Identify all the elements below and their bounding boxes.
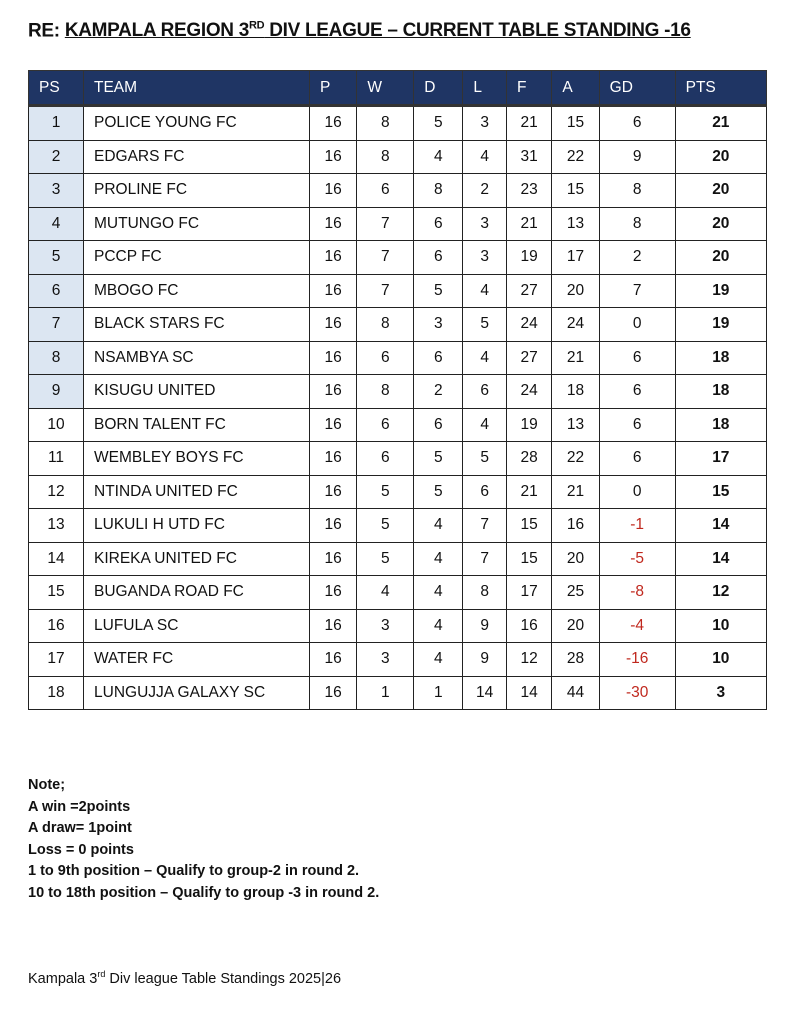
cell-lost: 4 (463, 408, 507, 442)
footer-a: Kampala 3 (28, 970, 98, 987)
cell-gd: -4 (599, 609, 675, 643)
cell-played: 16 (310, 106, 357, 141)
cell-played: 16 (310, 341, 357, 375)
cell-pts: 19 (675, 274, 766, 308)
cell-pts: 12 (675, 576, 766, 610)
cell-drawn: 6 (414, 207, 463, 241)
cell-played: 16 (310, 576, 357, 610)
cell-team: KISUGU UNITED (84, 375, 310, 409)
cell-team: PROLINE FC (84, 174, 310, 208)
cell-drawn: 5 (414, 106, 463, 141)
cell-drawn: 4 (414, 509, 463, 543)
cell-gd: 7 (599, 274, 675, 308)
cell-team: BORN TALENT FC (84, 408, 310, 442)
cell-team: LUNGUJJA GALAXY SC (84, 676, 310, 710)
cell-lost: 6 (463, 375, 507, 409)
cell-ps: 2 (29, 140, 84, 174)
cell-won: 8 (357, 106, 414, 141)
cell-team: LUKULI H UTD FC (84, 509, 310, 543)
note-line: 1 to 9th position – Qualify to group-2 in round 2. (28, 863, 360, 879)
cell-won: 3 (357, 609, 414, 643)
note-line: A win =2points (28, 798, 131, 815)
cell-ps: 8 (29, 341, 84, 375)
cell-ps: 4 (29, 207, 84, 241)
cell-pts: 10 (675, 609, 766, 643)
cell-lost: 14 (463, 676, 507, 710)
table-row (29, 408, 767, 442)
cell-team: NSAMBYA SC (84, 341, 310, 375)
cell-against: 44 (552, 676, 599, 710)
cell-against: 25 (552, 576, 599, 610)
cell-lost: 4 (463, 274, 507, 308)
cell-played: 16 (310, 375, 357, 409)
title-rest: DIV LEAGUE – CURRENT TABLE STANDING -16 (264, 20, 691, 42)
cell-team: BUGANDA ROAD FC (84, 576, 310, 610)
cell-gd: -16 (599, 643, 675, 677)
cell-won: 4 (357, 576, 414, 610)
cell-ps: 10 (29, 408, 84, 442)
header-p: P (310, 71, 357, 106)
title-prefix: RE: (28, 20, 65, 42)
footer-sup: rd (97, 969, 106, 979)
cell-team: PCCP FC (84, 241, 310, 275)
cell-ps: 11 (29, 442, 84, 476)
cell-gd: 8 (599, 207, 675, 241)
cell-played: 16 (310, 542, 357, 576)
table-row (29, 106, 767, 141)
cell-against: 20 (552, 542, 599, 576)
header-l: L (463, 71, 507, 106)
cell-for: 17 (506, 576, 551, 610)
cell-lost: 3 (463, 207, 507, 241)
cell-pts: 20 (675, 207, 766, 241)
cell-drawn: 3 (414, 308, 463, 342)
cell-ps: 7 (29, 308, 84, 342)
cell-played: 16 (310, 140, 357, 174)
table-row (29, 475, 767, 509)
cell-gd: -8 (599, 576, 675, 610)
cell-won: 8 (357, 308, 414, 342)
cell-won: 7 (357, 274, 414, 308)
table-row (29, 140, 767, 174)
cell-for: 21 (506, 106, 551, 141)
cell-team: BLACK STARS FC (84, 308, 310, 342)
cell-against: 20 (552, 274, 599, 308)
header-w: W (357, 71, 414, 106)
cell-against: 21 (552, 341, 599, 375)
cell-against: 15 (552, 174, 599, 208)
cell-for: 15 (506, 542, 551, 576)
cell-ps: 17 (29, 643, 84, 677)
cell-won: 5 (357, 509, 414, 543)
table-row (29, 643, 767, 677)
cell-won: 7 (357, 207, 414, 241)
cell-pts: 10 (675, 643, 766, 677)
cell-for: 28 (506, 442, 551, 476)
header-ps: PS (29, 71, 84, 106)
cell-gd: 6 (599, 106, 675, 141)
page-title (28, 20, 691, 42)
footer-b: Div league Table Standings 2025|26 (105, 970, 342, 987)
cell-gd: 6 (599, 341, 675, 375)
header-pts: PTS (675, 71, 766, 106)
cell-lost: 4 (463, 140, 507, 174)
cell-pts: 19 (675, 308, 766, 342)
cell-pts: 14 (675, 509, 766, 543)
cell-against: 17 (552, 241, 599, 275)
cell-lost: 2 (463, 174, 507, 208)
cell-against: 22 (552, 442, 599, 476)
cell-for: 21 (506, 475, 551, 509)
cell-gd: 0 (599, 308, 675, 342)
cell-drawn: 5 (414, 475, 463, 509)
cell-gd: 8 (599, 174, 675, 208)
cell-lost: 9 (463, 609, 507, 643)
cell-drawn: 4 (414, 609, 463, 643)
cell-lost: 5 (463, 442, 507, 476)
cell-lost: 8 (463, 576, 507, 610)
cell-won: 8 (357, 140, 414, 174)
cell-drawn: 5 (414, 442, 463, 476)
cell-gd: 6 (599, 442, 675, 476)
header-team: TEAM (84, 71, 310, 106)
cell-pts: 20 (675, 174, 766, 208)
cell-pts: 20 (675, 241, 766, 275)
cell-for: 23 (506, 174, 551, 208)
cell-lost: 7 (463, 509, 507, 543)
cell-for: 21 (506, 207, 551, 241)
cell-ps: 13 (29, 509, 84, 543)
cell-team: MUTUNGO FC (84, 207, 310, 241)
cell-drawn: 2 (414, 375, 463, 409)
cell-pts: 20 (675, 140, 766, 174)
cell-played: 16 (310, 643, 357, 677)
cell-team: WATER FC (84, 643, 310, 677)
cell-for: 15 (506, 509, 551, 543)
cell-won: 6 (357, 408, 414, 442)
cell-for: 12 (506, 643, 551, 677)
cell-pts: 18 (675, 408, 766, 442)
title-main: KAMPALA REGION 3 (64, 20, 249, 42)
cell-ps: 15 (29, 576, 84, 610)
cell-won: 5 (357, 542, 414, 576)
cell-pts: 18 (675, 341, 766, 375)
cell-gd: 0 (599, 475, 675, 509)
cell-for: 16 (506, 609, 551, 643)
table-header-row (29, 71, 767, 106)
table-row (29, 375, 767, 409)
cell-pts: 14 (675, 542, 766, 576)
table-body (29, 106, 767, 710)
cell-lost: 9 (463, 643, 507, 677)
cell-pts: 18 (675, 375, 766, 409)
cell-ps: 14 (29, 542, 84, 576)
cell-drawn: 6 (414, 341, 463, 375)
note-line: Loss = 0 points (28, 841, 134, 858)
notes (28, 775, 379, 904)
cell-team: POLICE YOUNG FC (84, 106, 310, 141)
cell-drawn: 8 (414, 174, 463, 208)
cell-lost: 3 (463, 106, 507, 141)
cell-drawn: 4 (414, 542, 463, 576)
cell-drawn: 4 (414, 576, 463, 610)
cell-won: 8 (357, 375, 414, 409)
cell-played: 16 (310, 475, 357, 509)
cell-ps: 9 (29, 375, 84, 409)
table-row (29, 609, 767, 643)
cell-pts: 15 (675, 475, 766, 509)
note-heading: Note; (28, 777, 66, 793)
cell-gd: 6 (599, 408, 675, 442)
cell-played: 16 (310, 676, 357, 710)
cell-drawn: 6 (414, 241, 463, 275)
cell-ps: 5 (29, 241, 84, 275)
cell-for: 31 (506, 140, 551, 174)
table-row (29, 442, 767, 476)
table-row (29, 308, 767, 342)
cell-won: 6 (357, 174, 414, 208)
cell-gd: -30 (599, 676, 675, 710)
cell-ps: 16 (29, 609, 84, 643)
cell-for: 24 (506, 308, 551, 342)
cell-against: 13 (552, 408, 599, 442)
cell-lost: 3 (463, 241, 507, 275)
cell-pts: 3 (675, 676, 766, 710)
cell-ps: 1 (29, 106, 84, 141)
cell-won: 1 (357, 676, 414, 710)
cell-drawn: 1 (414, 676, 463, 710)
header-f: F (506, 71, 551, 106)
note-line: 10 to 18th position – Qualify to group -3 in round 2. (28, 884, 380, 901)
cell-won: 7 (357, 241, 414, 275)
cell-for: 19 (506, 241, 551, 275)
cell-played: 16 (310, 274, 357, 308)
cell-drawn: 4 (414, 140, 463, 174)
cell-won: 6 (357, 442, 414, 476)
table-row (29, 576, 767, 610)
cell-played: 16 (310, 408, 357, 442)
cell-ps: 18 (29, 676, 84, 710)
cell-team: LUFULA SC (84, 609, 310, 643)
table-row (29, 341, 767, 375)
cell-played: 16 (310, 207, 357, 241)
cell-played: 16 (310, 609, 357, 643)
cell-for: 19 (506, 408, 551, 442)
table-row (29, 509, 767, 543)
cell-lost: 4 (463, 341, 507, 375)
cell-drawn: 5 (414, 274, 463, 308)
cell-against: 24 (552, 308, 599, 342)
cell-for: 27 (506, 341, 551, 375)
cell-gd: -5 (599, 542, 675, 576)
cell-played: 16 (310, 308, 357, 342)
cell-gd: 6 (599, 375, 675, 409)
table-row (29, 676, 767, 710)
cell-team: KIREKA UNITED FC (84, 542, 310, 576)
cell-for: 24 (506, 375, 551, 409)
cell-team: MBOGO FC (84, 274, 310, 308)
cell-against: 22 (552, 140, 599, 174)
note-line: A draw= 1point (28, 820, 132, 836)
cell-against: 21 (552, 475, 599, 509)
standings-table (28, 70, 767, 710)
cell-against: 28 (552, 643, 599, 677)
table-row (29, 241, 767, 275)
cell-ps: 3 (29, 174, 84, 208)
cell-for: 27 (506, 274, 551, 308)
table-row (29, 174, 767, 208)
cell-gd: -1 (599, 509, 675, 543)
cell-played: 16 (310, 174, 357, 208)
cell-against: 15 (552, 106, 599, 141)
cell-played: 16 (310, 241, 357, 275)
cell-lost: 6 (463, 475, 507, 509)
cell-ps: 6 (29, 274, 84, 308)
cell-team: NTINDA UNITED FC (84, 475, 310, 509)
cell-against: 16 (552, 509, 599, 543)
cell-pts: 17 (675, 442, 766, 476)
cell-drawn: 6 (414, 408, 463, 442)
title-sup: RD (248, 20, 265, 32)
cell-gd: 9 (599, 140, 675, 174)
cell-against: 20 (552, 609, 599, 643)
cell-lost: 5 (463, 308, 507, 342)
cell-pts: 21 (675, 106, 766, 141)
cell-against: 18 (552, 375, 599, 409)
header-a: A (552, 71, 599, 106)
cell-ps: 12 (29, 475, 84, 509)
cell-lost: 7 (463, 542, 507, 576)
cell-team: EDGARS FC (84, 140, 310, 174)
cell-won: 6 (357, 341, 414, 375)
cell-for: 14 (506, 676, 551, 710)
table-row (29, 542, 767, 576)
cell-against: 13 (552, 207, 599, 241)
cell-drawn: 4 (414, 643, 463, 677)
cell-team: WEMBLEY BOYS FC (84, 442, 310, 476)
table-row (29, 207, 767, 241)
cell-gd: 2 (599, 241, 675, 275)
cell-won: 3 (357, 643, 414, 677)
table-row (29, 274, 767, 308)
title-underlined (65, 20, 691, 41)
cell-won: 5 (357, 475, 414, 509)
footer (28, 969, 341, 987)
cell-played: 16 (310, 509, 357, 543)
cell-played: 16 (310, 442, 357, 476)
header-gd: GD (599, 71, 675, 106)
header-d: D (414, 71, 463, 106)
